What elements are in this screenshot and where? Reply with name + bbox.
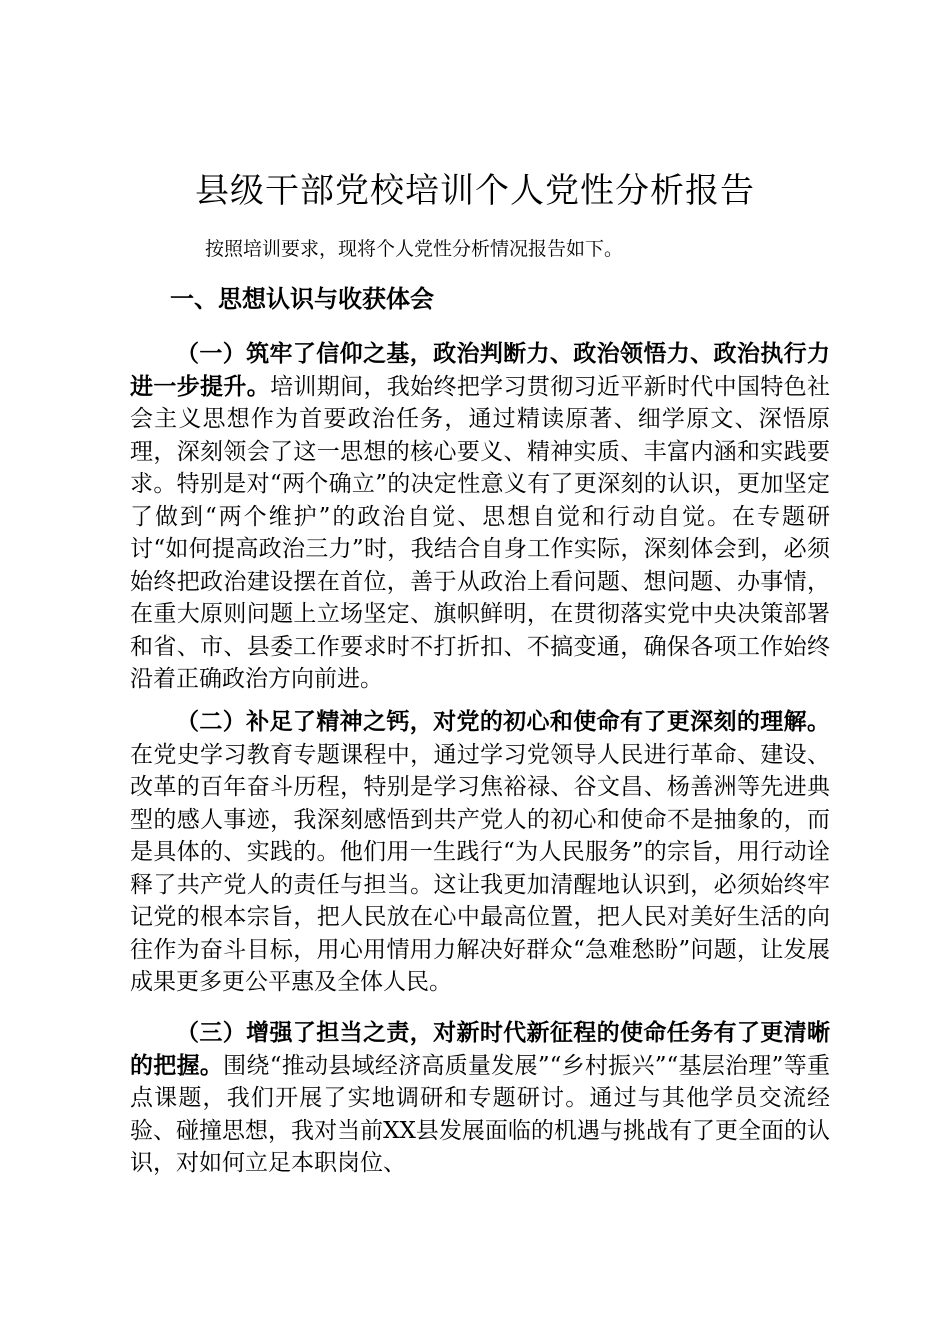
intro-text: 按照培训要求，现将个人党性分析情况报告如下。 [205, 238, 624, 260]
section-heading: 一、思想认识与收获体会 [170, 285, 434, 313]
paragraph-3-body: 围绕“推动县域经济高质量发展”“乡村振兴”“基层治理”等重点课题，我们开展了实地调研和专题研讨。通过与其他学员交流经验、碰撞思想，我对当前XX县发展面临的机遇与挑战有了更全面的认识，对如何立足本职岗位、 [130, 1052, 830, 1176]
paragraph-2-body: 在党史学习教育专题课程中，通过学习党领导人民进行革命、建设、改革的百年奋斗历程，特别是学习焦裕禄、谷文昌、杨善洲等先进典型的感人事迹，我深刻感悟到共产党人的初心和使命不是抽象的，而是具体的、实践的。他们用一生践行“为人民服务”的宗旨，用行动诠释了共产党人的责任与担当。这让我更加清醒地认识到，必须始终牢记党的根本宗旨，把人民放在心中最高位置，把人民对美好生活的向往作为奋斗目标，用心用情用力解决好群众“急难愁盼”问题，让发展成果更多更公平惠及全体人民。 [130, 741, 830, 995]
paragraph-3-lead: （三）增强了担当之责，对新时代新征程的使命任务有了更清晰的把握。 [130, 1020, 830, 1079]
paragraph-2 [130, 706, 830, 999]
document-title: 县级干部党校培训个人党性分析报告 [195, 171, 755, 211]
paragraph-1-lead: （一）筑牢了信仰之基，政治判断力、政治领悟力、政治执行力进一步提升。 [130, 341, 830, 400]
paragraph-2-lead: （二）补足了精神之钙，对党的初心和使命有了更深刻的理解。 [176, 709, 830, 735]
paragraph-3 [130, 1017, 830, 1180]
paragraph-1-body: 培训期间，我始终把学习贯彻习近平新时代中国特色社会主义思想作为首要政治任务，通过精读原著、细学原文、深悟原理，深刻领会了这一思想的核心要义、精神实质、丰富内涵和实践要求。特别是对“两个确立”的决定性意义有了更深刻的认识，更加坚定了做到“两个维护”的政治自觉、思想自觉和行动自觉。在专题研讨“如何提高政治三力”时，我结合自身工作实际，深刻体会到，必须始终把政治建设摆在首位，善于从政治上看问题、想问题、办事情，在重大原则问题上立场坚定、旗帜鲜明，在贯彻落实党中央决策部署和省、市、县委工作要求时不打折扣、不搞变通，确保各项工作始终沿着正确政治方向前进。 [130, 373, 831, 692]
paragraph-1 [130, 338, 830, 696]
